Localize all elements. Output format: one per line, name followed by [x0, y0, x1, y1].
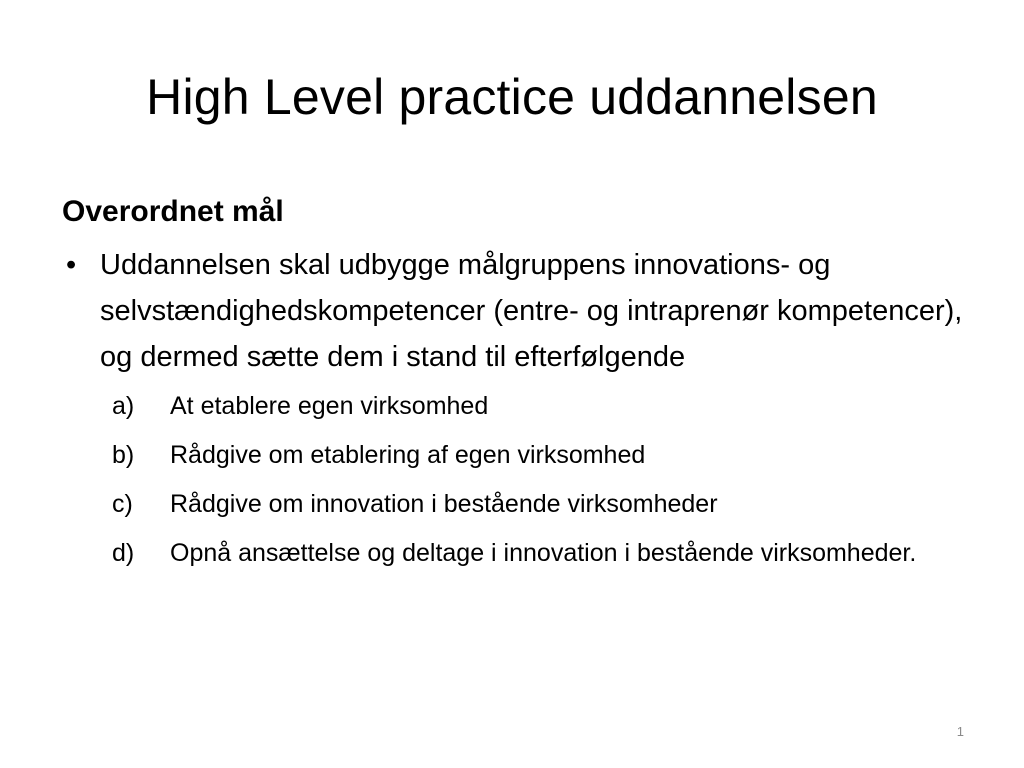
goal-text: Rådgive om innovation i bestående virksomheder: [170, 490, 718, 518]
page-number: 1: [956, 724, 964, 739]
goal-item-b: [112, 435, 972, 475]
bullet-text: Uddannelsen skal udbygge målgruppens innovations- og selvstændighedskompetencer (entre- og intraprenør kompetencer), og dermed sætte dem i stand til efterfølgende: [100, 249, 963, 373]
goal-text: Opnå ansættelse og deltage i innovation i bestående virksomheder.: [170, 539, 917, 567]
list-marker: a): [112, 392, 135, 420]
goal-text: Rådgive om etablering af egen virksomhed: [170, 441, 646, 469]
list-marker: c): [112, 490, 133, 518]
bullet-icon: •: [66, 249, 77, 281]
goal-list: [62, 386, 972, 573]
slide-body: [62, 188, 972, 582]
goal-item-d: [112, 533, 972, 573]
list-marker: d): [112, 539, 135, 567]
section-heading: Overordnet mål: [62, 195, 284, 228]
slide-title: High Level practice uddannelsen: [146, 69, 878, 125]
goal-item-a: [112, 386, 972, 426]
list-marker: b): [112, 441, 135, 469]
goal-item-c: [112, 484, 972, 524]
bullet-item: [62, 242, 972, 380]
goal-text: At etablere egen virksomhed: [170, 392, 489, 420]
